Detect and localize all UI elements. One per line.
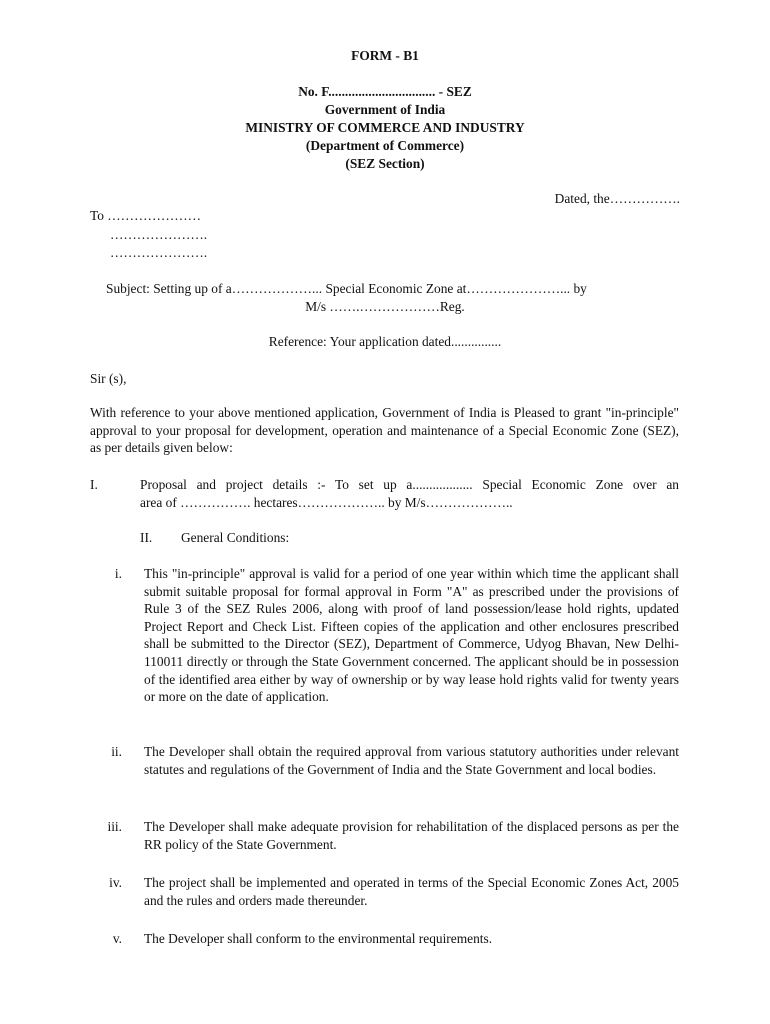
condition-number: i. (114, 566, 122, 581)
ministry-line: MINISTRY OF COMMERCE AND INDUSTRY (245, 120, 525, 135)
to-line-3: …………………. (110, 245, 208, 260)
subject-line-1: Subject: Setting up of a………………... Special Economic Zone at…………………... by (106, 281, 587, 296)
section-two-numeral: II. (140, 530, 153, 545)
condition-number: v. (112, 931, 122, 946)
section-line: (SEZ Section) (345, 156, 425, 171)
section-one-line-1: Proposal and project details :- To set up a.................. Special Economic Zone over an (140, 477, 679, 492)
condition-text: This "in-principle" approval is valid for a period of one year within which time the applicant shall submit suitable proposal for formal approval in Form "A" as prescribed under the provisions of Rule 3 of the SEZ Rules 2006, along with proof of land possession/lease hold rights, updated Project Report and Check List. Fifteen copies of the application and other enclosures prescribed shall be submitted to the Director (SEZ), Department of Commerce, Udyog Bhavan, New Delhi-110011 directly or through the State Government concerned. The applicant should be in possession of the identified area either by way of ownership or by way lease hold rights valid for twenty years or more on the date of application. (144, 566, 679, 705)
condition-number: iii. (107, 819, 122, 834)
to-line-2: …………………. (110, 227, 208, 242)
condition-text: The Developer shall obtain the required approval from various statutory authorities under relevant statutes and regulations of the Government of India and the State Government and local bodies. (144, 744, 679, 777)
department-line: (Department of Commerce) (305, 138, 465, 153)
intro-paragraph: With reference to your above mentioned application, Government of India is Pleased to grant "in-principle" approval to your proposal for development, operation and maintenance of a Special Economic Zone (SEZ), as per details given below: (90, 405, 679, 456)
section-two-heading: General Conditions: (181, 530, 290, 545)
section-one-numeral: I. (90, 477, 98, 492)
salutation: Sir (s), (90, 371, 127, 386)
condition-number: iv. (109, 875, 122, 890)
condition-text: The project shall be implemented and operated in terms of the Special Economic Zones Act, 2005 and the rules and orders made thereunder. (144, 875, 679, 908)
form-title: FORM - B1 (351, 48, 419, 63)
section-one-line-2: area of ……………. hectares……………….. by M/s……………….. (140, 495, 513, 510)
dated-line: Dated, the……………. (554, 191, 680, 206)
file-number: No. F................................ - SEZ (298, 84, 472, 99)
condition-text: The Developer shall conform to the environmental requirements. (144, 931, 493, 946)
government-line: Government of India (324, 102, 446, 117)
reference-line: Reference: Your application dated............... (268, 334, 502, 349)
to-line-1: To ………………… (90, 208, 202, 223)
condition-number: ii. (111, 744, 122, 759)
condition-text: The Developer shall make adequate provision for rehabilitation of the displaced persons as per the RR policy of the State Government. (144, 819, 679, 852)
subject-line-2: M/s …….………………Reg. (305, 299, 465, 314)
